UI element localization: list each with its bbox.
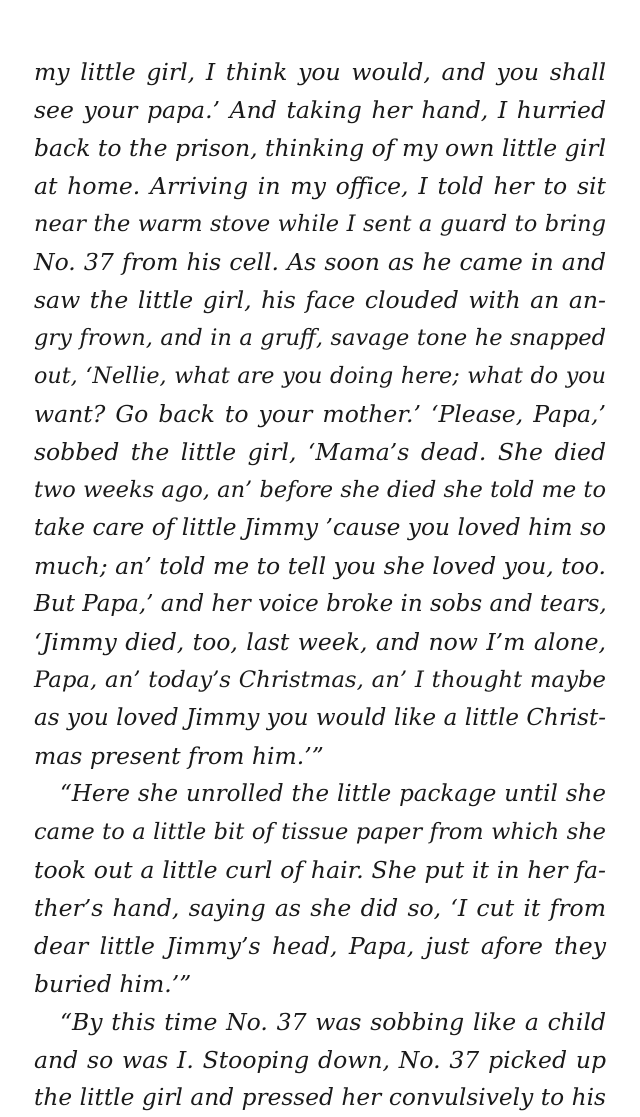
text-line: mas present from him.’”: [34, 742, 324, 770]
paragraph: [34, 775, 606, 1003]
text-line: as you loved Jimmy you would like a little Christ-: [34, 705, 606, 731]
text-line: sobbed the little girl, ‘Mama’s dead. She died: [34, 438, 606, 466]
paragraph: [34, 1003, 606, 1117]
text-line: But Papa,’ and her voice broke in sobs and tears,: [34, 591, 607, 617]
text-line: want? Go back to your mother.’ ‘Please, Papa,’: [34, 400, 606, 428]
paragraph: [34, 53, 606, 775]
text-line: and so was I. Stooping down, No. 37 picked up: [34, 1046, 606, 1074]
text-line: dear little Jimmy’s head, Papa, just afore they: [34, 932, 606, 960]
text-line: take care of little Jimmy ’cause you loved him so: [34, 514, 606, 541]
text-line: ther’s hand, saying as she did so, ‘I cut it from: [34, 894, 606, 922]
text-line: came to a little bit of tissue paper from which she: [34, 819, 606, 845]
text-line: “Here she unrolled the little package until she: [60, 781, 606, 807]
text-line: much; an’ told me to tell you she loved you, too.: [34, 552, 606, 580]
text-line: near the warm stove while I sent a guard to bring: [34, 211, 606, 237]
text-line: out, ‘Nellie, what are you doing here; what do you: [34, 363, 606, 389]
text-line: ‘Jimmy died, too, last week, and now I’m alone,: [34, 628, 606, 656]
text-line: two weeks ago, an’ before she died she told me to: [34, 477, 606, 503]
text-line: saw the little girl, his face clouded with an an-: [34, 286, 606, 314]
text-line: took out a little curl of hair. She put it in her fa-: [34, 856, 606, 884]
text-line: see your papa.’ And taking her hand, I hurried: [34, 96, 606, 124]
text-line: gry frown, and in a gruff, savage tone he snapped: [34, 325, 606, 351]
text-line: back to the prison, thinking of my own little girl: [34, 134, 606, 162]
text-line: No. 37 from his cell. As soon as he came in and: [34, 248, 606, 276]
text-line: the little girl and pressed her convulsively to his: [34, 1084, 606, 1111]
text-line: Papa, an’ today’s Christmas, an’ I thought maybe: [34, 667, 606, 693]
text-line: my little girl, I think you would, and you shall: [34, 58, 606, 86]
text-line: at home. Arriving in my office, I told her to sit: [34, 172, 606, 200]
text-line: buried him.’”: [34, 970, 192, 998]
text-line: “By this time No. 37 was sobbing like a child: [60, 1008, 606, 1036]
page-body: [34, 53, 606, 1117]
